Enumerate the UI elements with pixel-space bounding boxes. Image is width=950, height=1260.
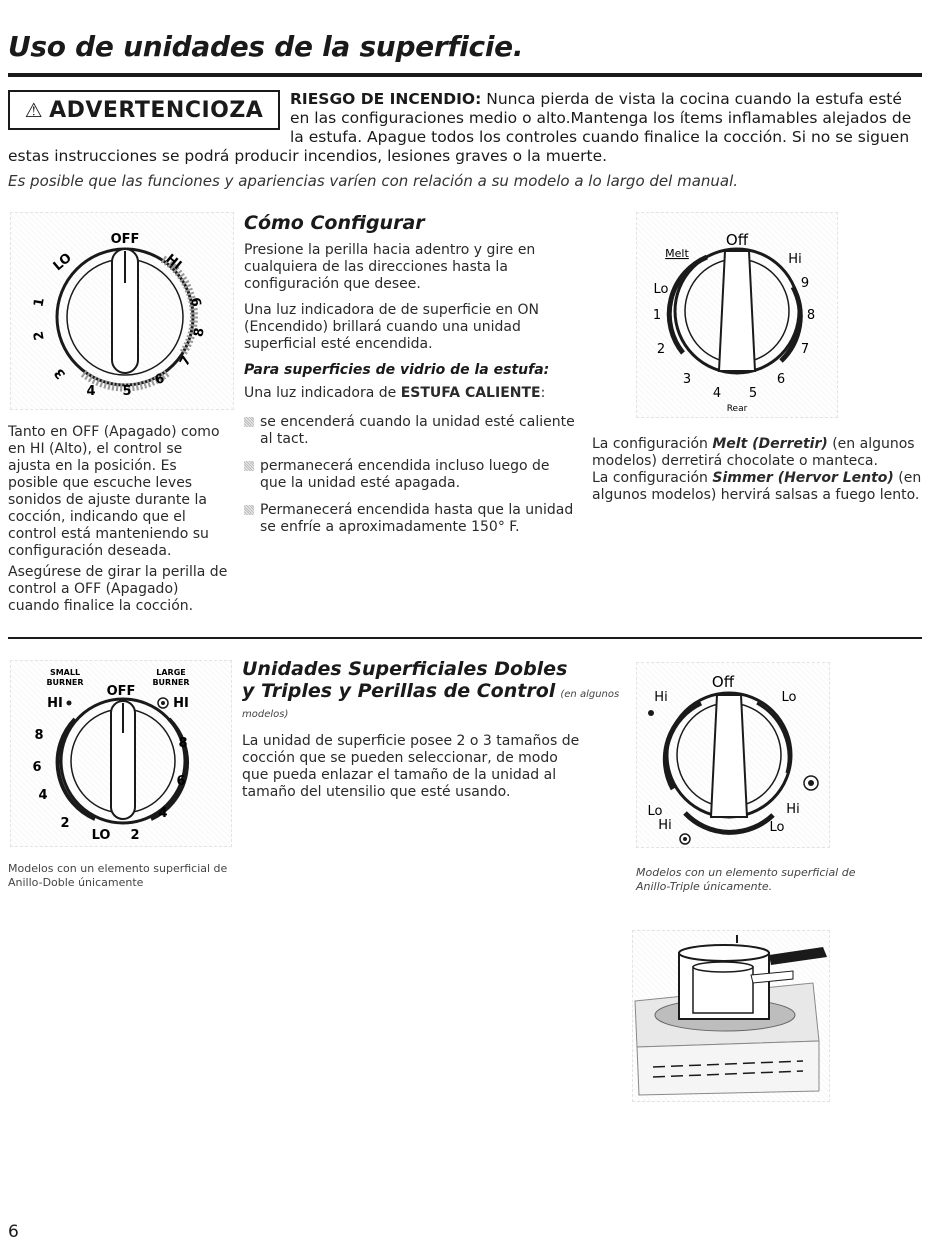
warning-label-box — [8, 90, 280, 130]
knob-figure-melt — [636, 212, 838, 418]
knob4-label-lo-top: Lo — [781, 690, 797, 705]
dual-heading-line2 — [242, 680, 622, 721]
knob1-label-lo: LO — [50, 250, 75, 275]
knob2-label-2: 2 — [656, 342, 666, 357]
knob2-label-8: 8 — [806, 308, 816, 323]
simmer-paragraph — [592, 470, 922, 504]
knob2-label-5: 5 — [748, 386, 758, 401]
warning-triangle-icon: ⚠ — [24, 98, 44, 122]
knob3-label-2-right: 2 — [130, 828, 140, 843]
knob1-label-4: 4 — [86, 384, 96, 399]
simmer-description: (en algunos modelos) hervirá salsas a fuego lento. — [592, 470, 922, 503]
bullet-icon — [244, 461, 254, 471]
knob3-label-4-left: 4 — [38, 788, 48, 803]
knob1-label-7: 7 — [177, 353, 195, 369]
knob2-label-1: 1 — [652, 308, 662, 323]
knob2-label-lo: Lo — [653, 282, 669, 297]
dual-knob-icon — [11, 661, 231, 846]
melt-intro: La configuración — [592, 436, 713, 452]
triple-knob-icon — [637, 663, 829, 847]
warning-heading: RIESGO DE INCENDIO: — [290, 90, 482, 108]
knob1-label-2: 2 — [31, 329, 48, 342]
melt-description: (en algunos modelos) derretirá chocolate o manteca. — [592, 436, 915, 469]
knob1-label-9: 9 — [189, 295, 206, 308]
knob4-label-off: Off — [711, 673, 735, 691]
list-item — [244, 458, 579, 492]
knob3-label-large-burner: BURNER — [152, 678, 190, 687]
right-column — [592, 436, 922, 504]
knob4-label-lo-right: Lo — [769, 820, 785, 835]
knob4-label-hi-top: Hi — [654, 690, 668, 705]
knob2-label-hi: Hi — [788, 252, 802, 267]
knob2-label-off: Off — [725, 231, 749, 249]
caption-dual-ring: Modelos con un elemento superficial de Anillo-Doble únicamente — [8, 862, 228, 889]
list-item — [244, 414, 579, 448]
warning-label: ADVERTENCIOZA — [49, 97, 264, 123]
knob1-label-8: 8 — [191, 326, 208, 339]
bullet-text: se encenderá cuando la unidad esté caliente al tact. — [260, 414, 575, 447]
dual-paragraph: La unidad de superficie posee 2 o 3 tamaños de cocción que se pueden seleccionar, de modo que pueda enlazar el tamaño de la unidad al tamaño del utensilio que esté usando. — [242, 733, 580, 800]
como-paragraph-1: Presione la perilla hacia adentro y gire en cualquiera de las direcciones hasta la configuración que desee. — [244, 242, 536, 292]
hot-surface-colon: : — [540, 385, 546, 401]
knob3-label-small: SMALL — [49, 668, 81, 677]
hot-surface-label: ESTUFA CALIENTE — [400, 385, 541, 401]
left-paragraph-2: Asegúrese de girar la perilla de control a OFF (Apagado) cuando finalice la cocción. — [8, 564, 228, 614]
como-configurar-heading: Cómo Configurar — [244, 212, 425, 234]
knob2-label-9: 9 — [800, 276, 810, 291]
knob2-label-4: 4 — [712, 386, 722, 401]
title-rule — [8, 73, 922, 77]
dual-triple-section — [242, 658, 622, 801]
knob4-label-hi-left: Hi — [658, 818, 672, 833]
pot-on-cooktop-icon — [633, 931, 829, 1101]
knob2-label-3: 3 — [682, 372, 692, 387]
knob3-label-8-left: 8 — [34, 728, 44, 743]
page-number: 6 — [8, 1222, 19, 1242]
knob4-label-hi-right: Hi — [786, 802, 800, 817]
cooktop-figure — [632, 930, 830, 1102]
knob2-label-6: 6 — [776, 372, 786, 387]
knob3-label-small-burner: BURNER — [46, 678, 84, 687]
ring-center-icon — [161, 701, 165, 705]
caption-triple-ring: Modelos con un elemento superficial de Anillo-Triple únicamente. — [636, 866, 856, 893]
warning-body: Nunca pierda de vista la cocina cuando la estufa esté en las configuraciones medio o alto.Mantenga los ítems inflamables alejados de la estufa. Apague todos los controles cuando finalice la cocción. Si no se siguen estas instrucciones se podrá producir incendios, lesiones graves o la muerte. — [8, 90, 912, 165]
knob3-label-hi-left: HI — [47, 696, 63, 711]
ring-center-icon — [683, 837, 687, 841]
bullet-text: permanecerá encendida incluso luego de que la unidad esté apagada. — [260, 458, 550, 491]
double-ring-center-icon — [808, 780, 814, 786]
melt-paragraph — [592, 436, 922, 470]
knob3-label-large: LARGE — [156, 668, 186, 677]
dot-icon — [67, 701, 72, 706]
como-configurar-section — [244, 212, 579, 546]
bullet-text: Permanecerá encendida hasta que la unidad se enfríe a aproximadamente 150° F. — [260, 502, 574, 535]
knob1-label-6: 6 — [152, 371, 167, 389]
knob3-label-hi-right: HI — [173, 696, 189, 711]
left-paragraph-1: Tanto en OFF (Apagado) como en HI (Alto), el control se ajusta en la posición. Es posible que escuche leves sonidos de ajuste durante la cocción, indicando que el control está manteniendo su configuración deseada. — [8, 424, 220, 559]
list-item — [244, 502, 579, 536]
section-divider — [8, 637, 922, 639]
simmer-intro: La configuración — [592, 470, 713, 486]
knob1-label-off: OFF — [110, 232, 140, 247]
left-column — [8, 424, 228, 615]
knob3-label-off: OFF — [106, 684, 136, 699]
knob3-label-8-right: 8 — [178, 736, 188, 751]
melt-knob-icon — [637, 213, 837, 417]
knob3-label-2-left: 2 — [60, 816, 70, 831]
page-title: Uso de unidades de la superficie. — [8, 30, 524, 63]
simmer-setting-label: Simmer (Hervor Lento) — [712, 470, 894, 486]
knob3-label-4-right: 4 — [158, 806, 168, 821]
knob-figure-dual — [10, 660, 232, 847]
dual-heading-text: y Triples y Perillas de Control — [242, 680, 556, 702]
dot-icon — [648, 710, 654, 716]
knob1-label-hi: HI — [162, 251, 185, 274]
model-variation-note: Es posible que las funciones y apariencias varíen con relación a su modelo a lo largo del manual. — [8, 172, 739, 190]
hot-surface-intro — [244, 385, 579, 402]
knob2-label-melt: Melt — [665, 247, 689, 260]
knob2-label-7: 7 — [800, 342, 810, 357]
glass-surface-subheading: Para superficies de vidrio de la estufa: — [244, 362, 550, 378]
melt-setting-label: Melt (Derretir) — [712, 436, 828, 452]
standard-knob-icon — [11, 213, 233, 409]
knob4-label-lo-left: Lo — [647, 804, 663, 819]
dual-heading-line1: Unidades Superficiales Dobles — [242, 658, 568, 680]
knob1-label-3: 3 — [51, 364, 69, 382]
knob1-label-1: 1 — [31, 296, 48, 309]
dual-heading-note: (en algunos modelos) — [242, 689, 620, 720]
hot-surface-intro-text: Una luz indicadora de — [244, 385, 401, 401]
knob3-label-6-right: 6 — [176, 774, 186, 789]
knob-figure-standard — [10, 212, 234, 410]
knob3-label-6-left: 6 — [32, 760, 42, 775]
knob3-label-lo: LO — [91, 828, 111, 843]
knob1-label-5: 5 — [122, 384, 132, 399]
knob-figure-triple — [636, 662, 830, 848]
bullet-icon — [244, 417, 254, 427]
bullet-icon — [244, 505, 254, 515]
knob2-label-rear: Rear — [726, 404, 748, 414]
como-paragraph-2: Una luz indicadora de de superficie en ON (Encendido) brillará cuando una unidad superficial esté encendida. — [244, 302, 539, 352]
